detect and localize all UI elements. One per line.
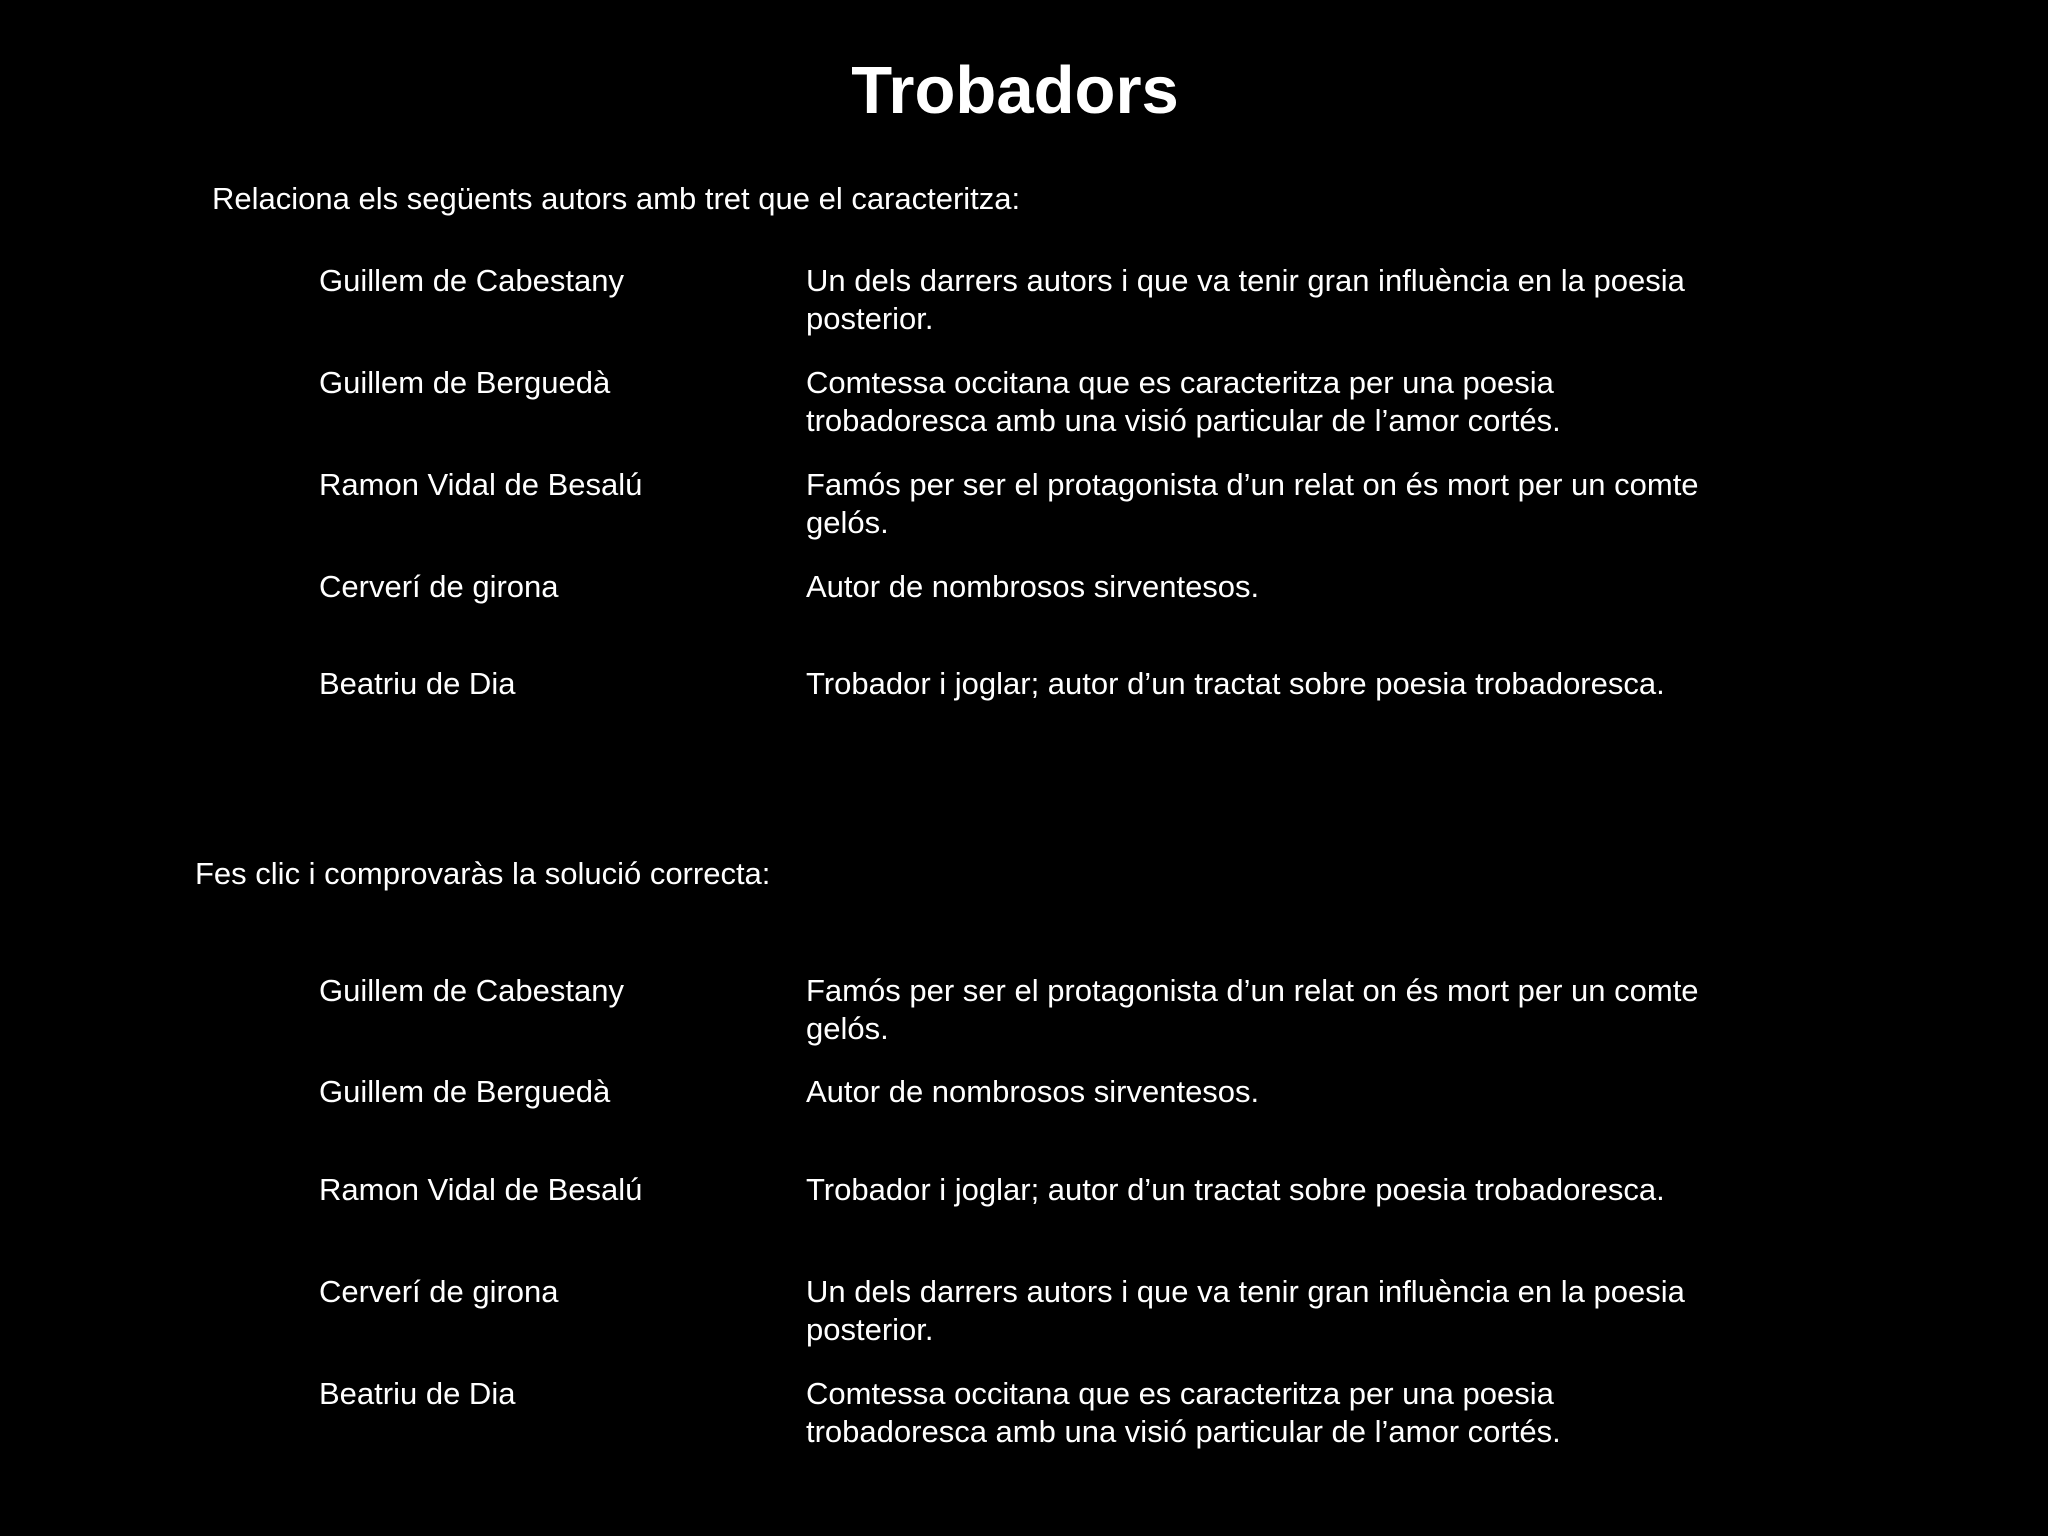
exercise-author: Cerverí de girona xyxy=(319,569,559,604)
exercise-trait: Famós per ser el protagonista d’un relat on és mort per un comte gelós. xyxy=(806,467,1699,540)
solution-author: Guillem de Berguedà xyxy=(319,1074,611,1109)
exercise-author: Guillem de Cabestany xyxy=(319,263,624,298)
solution-author: Guillem de Cabestany xyxy=(319,973,624,1008)
exercise-trait: Trobador i joglar; autor d’un tractat sobre poesia trobadoresca. xyxy=(806,666,1665,701)
solution-author: Cerverí de girona xyxy=(319,1274,559,1309)
solution-author: Beatriu de Dia xyxy=(319,1376,516,1411)
solution-trait: Famós per ser el protagonista d’un relat on és mort per un comte gelós. xyxy=(806,973,1699,1046)
exercise-author: Ramon Vidal de Besalú xyxy=(319,467,643,502)
exercise-author: Guillem de Berguedà xyxy=(319,365,611,400)
exercise-trait: Comtessa occitana que es caracteritza per una poesia trobadoresca amb una visió particular de l’amor cortés. xyxy=(806,365,1561,438)
exercise-author: Beatriu de Dia xyxy=(319,666,516,701)
page-title: Trobadors xyxy=(851,53,1179,128)
exercise-instruction: Relaciona els següents autors amb tret que el caracteritza: xyxy=(212,181,1021,216)
solution-link[interactable]: Fes clic i comprovaràs la solució correcta: xyxy=(195,856,771,891)
solution-trait: Comtessa occitana que es caracteritza per una poesia trobadoresca amb una visió particular de l’amor cortés. xyxy=(806,1376,1561,1449)
solution-author: Ramon Vidal de Besalú xyxy=(319,1172,643,1207)
solution-trait: Un dels darrers autors i que va tenir gran influència en la poesia posterior. xyxy=(806,1274,1685,1347)
exercise-trait: Autor de nombrosos sirventesos. xyxy=(806,569,1260,604)
solution-trait: Trobador i joglar; autor d’un tractat sobre poesia trobadoresca. xyxy=(806,1172,1665,1207)
exercise-trait: Un dels darrers autors i que va tenir gran influència en la poesia posterior. xyxy=(806,263,1685,336)
solution-trait: Autor de nombrosos sirventesos. xyxy=(806,1074,1260,1109)
